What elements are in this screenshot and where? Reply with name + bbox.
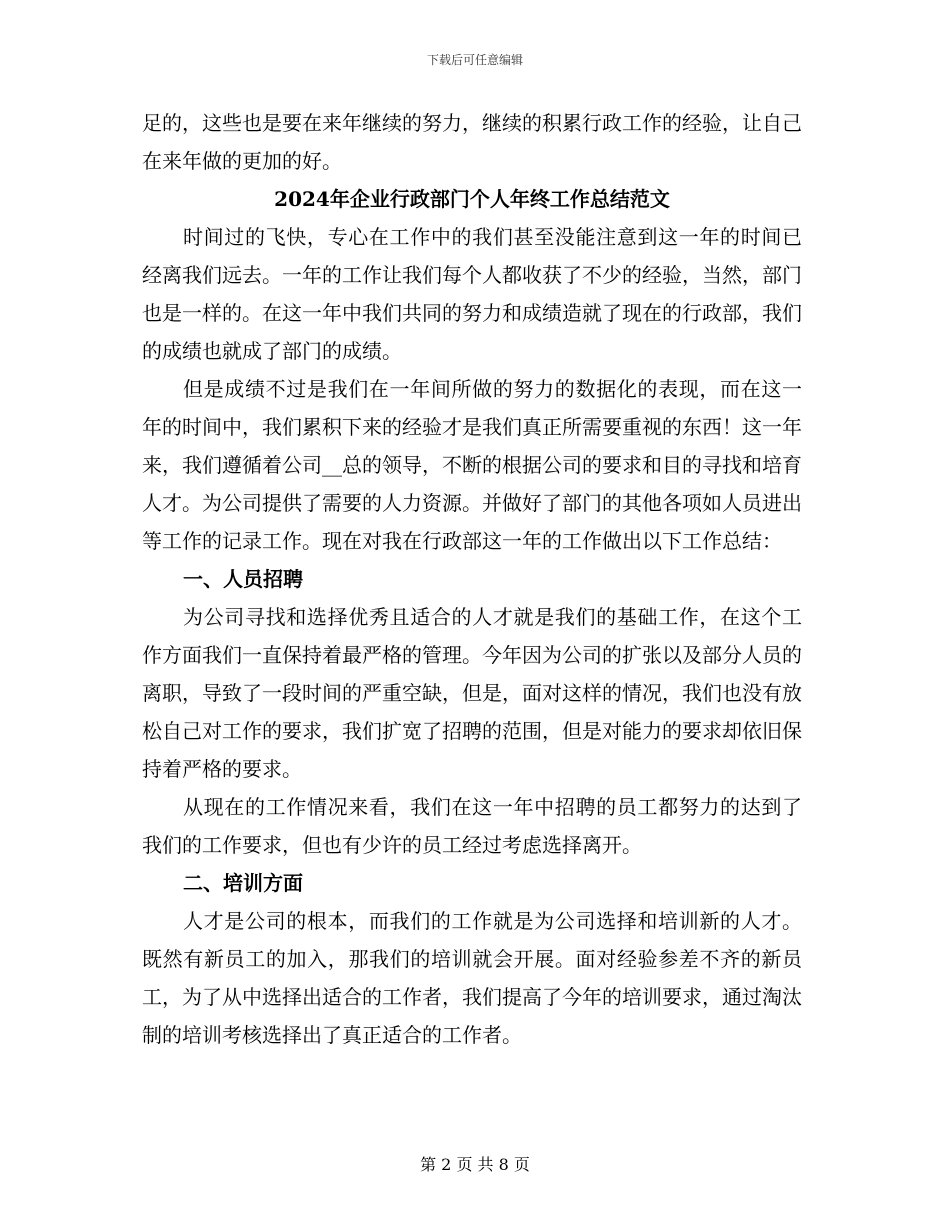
lead-paragraph: 足的，这些也是要在来年继续的努力，继续的积累行政工作的经验，让自己在来年做的更加的好。 bbox=[142, 111, 802, 173]
section-heading-recruitment: 一、人员招聘 bbox=[183, 567, 303, 591]
document-title: 2024年企业行政部门个人年终工作总结范文 bbox=[274, 187, 670, 211]
page-number-footer: 第 2 页 共 8 页 bbox=[420, 1155, 530, 1174]
intro-paragraph-2: 但是成绩不过是我们在一年间所做的努力的数据化的表现，而在这一年的时间中，我们累积下来的经验才是我们真正所需要重视的东西！这一年来，我们遵循着公司__总的领导，不断的根据公司的要求和目的寻找和培育人才。为公司提供了需要的人力资源。并做好了部门的其他各项如人员进出等工作的记录工作。现在对我在行政部这一年的工作做出以下工作总结： bbox=[142, 377, 802, 553]
page-header-note: 下载后可任意编辑 bbox=[426, 53, 523, 67]
recruitment-paragraph-1: 为公司寻找和选择优秀且适合的人才就是我们的基础工作，在这个工作方面我们一直保持着最严格的管理。今年因为公司的扩张以及部分人员的离职，导致了一段时间的严重空缺，但是，面对这样的情况，我们也没有放松自己对工作的要求，我们扩宽了招聘的范围，但是对能力的要求却依旧保持着严格的要求。 bbox=[142, 605, 802, 781]
training-paragraph-1: 人才是公司的根本，而我们的工作就是为公司选择和培训新的人才。既然有新员工的加入，那我们的培训就会开展。面对经验参差不齐的新员工，为了从中选择出适合的工作者，我们提高了今年的培训要求，通过淘汰制的培训考核选择出了真正适合的工作者。 bbox=[142, 909, 802, 1047]
document-body bbox=[142, 104, 802, 1054]
recruitment-paragraph-2: 从现在的工作情况来看，我们在这一年中招聘的员工都努力的达到了我们的工作要求，但也有少许的员工经过考虑选择离开。 bbox=[142, 795, 802, 857]
section-heading-training: 二、培训方面 bbox=[183, 871, 303, 895]
intro-paragraph-1: 时间过的飞快，专心在工作中的我们甚至没能注意到这一年的时间已经离我们远去。一年的工作让我们每个人都收获了不少的经验，当然，部门也是一样的。在这一年中我们共同的努力和成绩造就了现在的行政部，我们的成绩也就成了部门的成绩。 bbox=[142, 225, 802, 363]
